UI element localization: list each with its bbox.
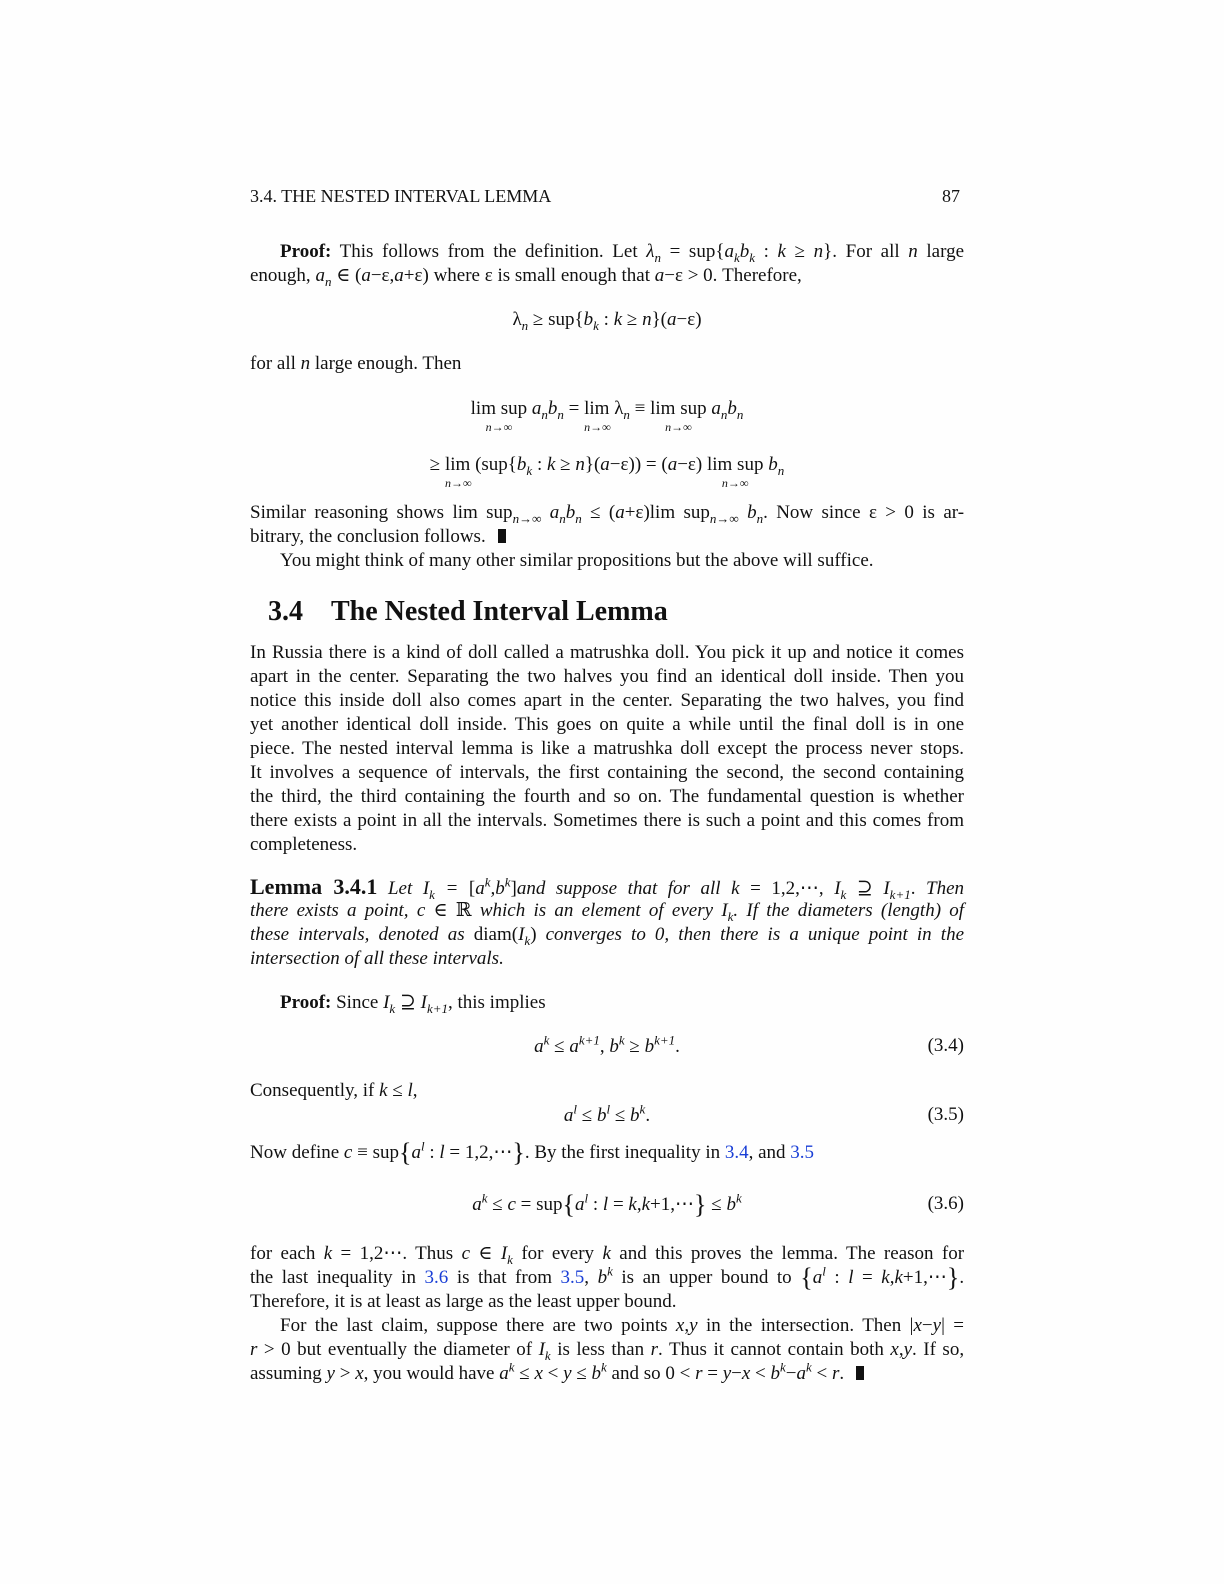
proof2-line8: r > 0 but eventually the diameter of $I_k$ is less than r. Thus it cannot contain both x,y. If so,: [250, 1339, 965, 1363]
proof2-line9: assuming y > x, you would have $a^k \le x < y \le b^k$ and so $0 < r = y-x < b^k-a^k < r$.: [250, 1362, 964, 1386]
ref-eq-3-4[interactable]: 3.4: [724, 1142, 749, 1163]
equation-limsup-2: ≥ lim n→∞ ($sup\{b_k$ : k ≥ n}(a−ε)) = (a−ε) lim sup n→∞ $b_n$: [429, 454, 785, 490]
intro-line-8: there exists a point in all the intervals. Sometimes there is such a point and this comes from: [250, 810, 964, 831]
proof-label: Proof:: [280, 241, 332, 262]
proof2-line1: Proof: Since $I_k$ ⊇ $I_{k+1}$, this implies: [280, 992, 546, 1016]
proof2-line5: the last inequality in 3.6 is that from 3.5, $b^k$ is an upper bound to {$a^l$ : l = k,k+1,⋯}.: [250, 1263, 965, 1292]
proof2-line4: for each k = 1,2⋯. Thus c ∈ $I_k$ for every k and this proves the lemma. The reason for: [250, 1243, 965, 1267]
proof1-line4: Similar reasoning shows lim sup$_{n\to\infty}$ $a_nb_n \le (a+\varepsilon)\lim$ sup$_{n\to\infty}$ $b_n$. Now since ε > 0 is ar-: [250, 502, 965, 526]
section-title: The Nested Interval Lemma: [331, 596, 668, 627]
section-heading: [268, 596, 668, 628]
proof1-line3: for all n large enough. Then: [250, 353, 462, 374]
lemma-line-3: these intervals, denoted as $diam(I_k)$ converges to 0, then there is a unique point in the: [250, 924, 965, 948]
intro-line-1: In Russia there is a kind of doll called a matrushka doll. You pick it up and notice it comes: [250, 642, 964, 663]
qed-box: [856, 1366, 864, 1380]
ref-eq-3-5[interactable]: 3.5: [790, 1142, 815, 1163]
equation-lambda-bound: $\lambda_n \ge sup\{b_k$ : k ≥ n}(a−ε): [512, 309, 702, 333]
lemma-line-1: Lemma 3.4.1 Let $I_k = [a^k,b^k]and$ suppose that for all k = 1,2,⋯, $I_k$ ⊇ $I_{k+1}$. Then: [250, 874, 965, 902]
lemma-label: Lemma 3.4.1: [250, 874, 378, 899]
proof2-line2: Consequently, if k ≤ l,: [250, 1080, 418, 1101]
intro-line-9: completeness.: [250, 834, 358, 855]
proof1-line2: enough, $a_n$ ∈ (a−ε,a+ε) where ε is small enough that a−ε > 0. Therefore,: [250, 265, 802, 289]
ref-eq-3-5[interactable]: 3.5: [560, 1267, 585, 1288]
intro-line-3: notice this inside doll also comes apart in the center. Separating the two halves, you find: [250, 690, 964, 711]
intro-line-4: yet another identical doll inside. This goes on quite a while until the final doll is in one: [250, 714, 964, 735]
proof2-line6: Therefore, it is at least as large as the least upper bound.: [250, 1291, 677, 1312]
proof2-line7: For the last claim, suppose there are two points x,y in the intersection. Then |x−y| =: [280, 1315, 964, 1336]
equation-3-4: $a^k \le a^{k+1}$, $b^k \ge b^{k+1}$.: [534, 1032, 680, 1057]
qed-box: [498, 529, 506, 543]
equation-3-5: $a^l \le b^l \le b^k$.: [563, 1101, 651, 1126]
proof-label: Proof:: [280, 992, 332, 1013]
intro-line-2: apart in the center. Separating the two halves you find an identical doll inside. Then you: [250, 666, 964, 687]
intro-line-7: the third, the third containing the fourth and so on. The fundamental question is whether: [250, 786, 964, 807]
equation-3-6: $a^k \le c = sup\{a^l$ : l = k,k+1,⋯} ≤ $b^k$: [472, 1190, 742, 1219]
proof1-line6: You might think of many other similar propositions but the above will suffice.: [280, 550, 874, 571]
intro-line-5: piece. The nested interval lemma is like a matrushka doll except the process never stops.: [250, 738, 964, 759]
equation-number-3-6: (3.6): [927, 1193, 964, 1214]
page-number: 87: [942, 186, 960, 206]
intro-line-6: It involves a sequence of intervals, the first containing the second, the second containing: [250, 762, 964, 783]
proof1-line1: Proof: This follows from the definition. Let $\lambda_n = sup\{a_kb_k$ : k ≥ n}. For all n large: [280, 241, 965, 265]
section-number: 3.4: [268, 596, 303, 627]
equation-limsup-1: lim sup n→∞ $a_nb_n = \lim$ n→∞ $\lambda_n \equiv \lim$ sup n→∞ $a_nb_n$: [470, 398, 744, 434]
equation-number-3-4: (3.4): [927, 1035, 964, 1056]
ref-eq-3-6[interactable]: 3.6: [424, 1267, 449, 1288]
equation-number-3-5: (3.5): [927, 1104, 964, 1125]
proof2-line3: Now define $c \equiv sup\{a^l$ : l = 1,2,⋯}. By the first inequality in 3.4, and 3.5: [250, 1138, 815, 1167]
lemma-line-2: there exists a point, c ∈ ℝ which is an element of every $I_k$. If the diameters (length) of: [250, 900, 965, 924]
lemma-line-4: intersection of all these intervals.: [250, 948, 504, 969]
running-header-title: 3.4. THE NESTED INTERVAL LEMMA: [250, 186, 552, 206]
proof1-line5: bitrary, the conclusion follows.: [250, 525, 964, 549]
